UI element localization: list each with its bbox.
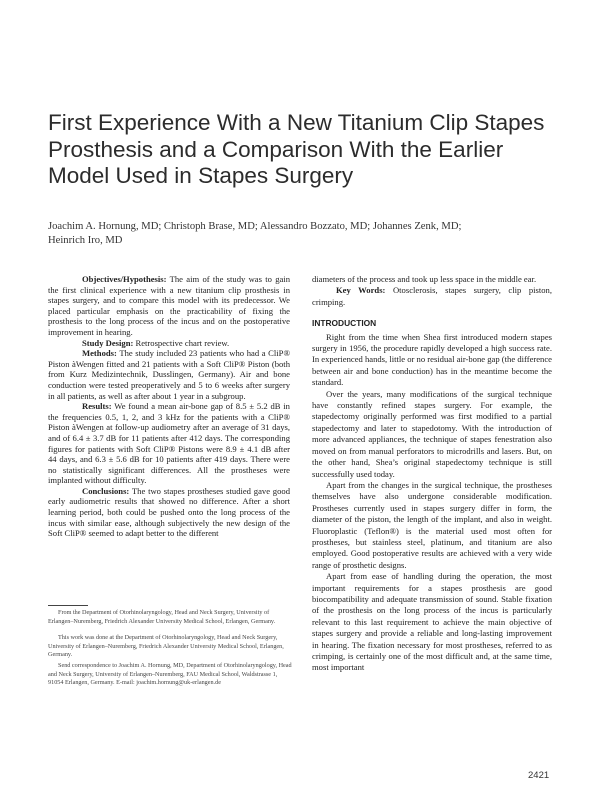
objectives-text: The aim of the study was to gain the first clinical experience with a new titanium clip prosthesis in stapes surgery, and to compare this model with its predecessor. We placed particular emphasis on the practicability of fixing the prosthesis to the long process of the incus and on the postoperative improvement in hearing. bbox=[48, 274, 290, 337]
results-label: Results: bbox=[82, 401, 112, 412]
page-number: 2421 bbox=[528, 770, 550, 781]
conclusions-label: Conclusions: bbox=[82, 485, 130, 496]
footnotes bbox=[48, 609, 293, 696]
results-text: We found a mean air-bone gap of 8.5 ± 5.2 dB in the frequencies 0.5, 1, 2, and 3 kHz for the patients with a CliP® Piston àWengen at follow-up audiometry after an average of 31 days, and of 6.4 ± 3.7 dB for 11 patients after 412 days. The corresponding figures for patients with Soft CliP® Pistons were 8.9 ± 4.1 dB after 44 days, and 6.3 ± 5.6 dB for 10 patients after 419 days. There were no statistically significant differences. All the prostheses were implanted without difficulty. bbox=[48, 401, 290, 486]
authors-line-2: Heinrich Iro, MD bbox=[48, 235, 123, 246]
keywords-text: Otosclerosis, stapes surgery, clip piston, crimping. bbox=[312, 285, 552, 307]
abstract-results bbox=[48, 401, 290, 486]
footnote-divider bbox=[48, 605, 88, 606]
right-column bbox=[312, 274, 552, 674]
footnote-affiliation: From the Department of Otorhinolaryngology, Head and Neck Surgery, University of Erlangen–Nuremberg, Friedrich Alexander University Medical School, Erlangen, Germany. bbox=[48, 609, 276, 625]
abstract-objectives bbox=[48, 274, 290, 338]
authors-line-1: Joachim A. Hornung, MD; Christoph Brase, MD; Alessandro Bozzato, MD; Johannes Zenk, MD; bbox=[48, 221, 462, 232]
methods-text: The study included 23 patients who had a CliP® Piston àWengen fitted and 21 patients with a Soft CliP® Piston (both from Kurz Medizintechnik, Dusslingen, Germany). Air and bone conduction were tested preoperatively and 5 to 6 weeks after surgery in all patients, as well as after about 1 year in a subgroup. bbox=[48, 348, 290, 401]
article-title: First Experience With a New Titanium Clip Stapes Prosthesis and a Comparison With the Earlier Model Used in Stapes Surgery bbox=[48, 110, 545, 188]
objectives-label: Objectives/Hypothesis: bbox=[82, 274, 167, 284]
author-list bbox=[48, 220, 568, 248]
abstract-continued: diameters of the process and took up less space in the middle ear. bbox=[312, 274, 537, 284]
intro-paragraph: Apart from ease of handling during the operation, the most important requirements for a stapes prosthesis are good biocompatibility and adequate transmission of sound. Stable fixation of the prosthesis on the long process of the incus is particularly relevant to this last requirement to achieve the main objective of stapes surgery and provide a reliable and long-lasting improvement in hearing. The fixation necessary for most prostheses, referred to as crimping, is certainly one of the most difficult and, at the same time, most important bbox=[312, 571, 552, 673]
abstract-keywords bbox=[312, 285, 552, 308]
methods-label: Methods: bbox=[82, 348, 117, 359]
abstract-methods bbox=[48, 348, 290, 401]
design-label: Study Design: bbox=[82, 337, 134, 348]
intro-paragraph: Over the years, many modifications of the surgical technique have constantly refined stapes surgery. For example, the stapedectomy originally performed was first modified to a partial stapedectomy and later to stapedotomy. With the introduction of more advanced appliances, the technique of stapes fenestration also moved on from manual perforators to microdrills and lasers. But, on the other hand, Shea’s original stapedectomy technique is still successfully used today. bbox=[312, 388, 552, 479]
abstract-conclusions bbox=[48, 486, 290, 539]
abstract-column bbox=[48, 274, 290, 539]
conclusions-text: The two stapes prostheses studied gave good early audiometric results that showed no difference. After a short learning period, both could be pushed onto the long process of the incus with similar ease, although subjectively the new design of the Soft CliP® seemed to adapt better to the different bbox=[48, 485, 290, 539]
intro-paragraph: Apart from the changes in the surgical technique, the prostheses themselves have also undergone considerable modification. Prostheses currently used in stapes surgery differ in form, the diameter of the piston, the length of the implant, and also in weight. Fluoroplastic (Teflon®) is the material used most often for prostheses, but stainless steel, platinum, and titanium are also employed. Good postoperative results are achieved with a very wide range of prosthetic designs. bbox=[312, 479, 552, 570]
footnote-correspondence: Send correspondence to Joachim A. Hornung, MD, Department of Otorhinolaryngology, Head and Neck Surgery, University of Erlangen–Nuremberg, FAU Medical School, Waldstrasse 1, 91054 Erlangen, Germany. E-mail: joachim.hornung@uk-erlangen.de bbox=[48, 661, 292, 687]
intro-paragraph: Right from the time when Shea first introduced modern stapes surgery in 1956, the procedure rapidly developed a high success rate. In experienced hands, little or no residual air-bone gap (the difference between air and bone conduction) has in the meantime become the standard. bbox=[312, 331, 552, 388]
introduction-heading: INTRODUCTION bbox=[312, 318, 377, 329]
design-text: Retrospective chart review. bbox=[135, 337, 230, 348]
abstract-design bbox=[48, 338, 290, 349]
keywords-label: Key Words: bbox=[336, 285, 386, 296]
introduction-body bbox=[312, 332, 552, 674]
footnote-work-done: This work was done at the Department of Otorhinolaryngology, Head and Neck Surgery, University of Erlangen–Nuremberg, Friedrich Alexander University Medical School, Erlangen, Germany. bbox=[48, 634, 284, 659]
